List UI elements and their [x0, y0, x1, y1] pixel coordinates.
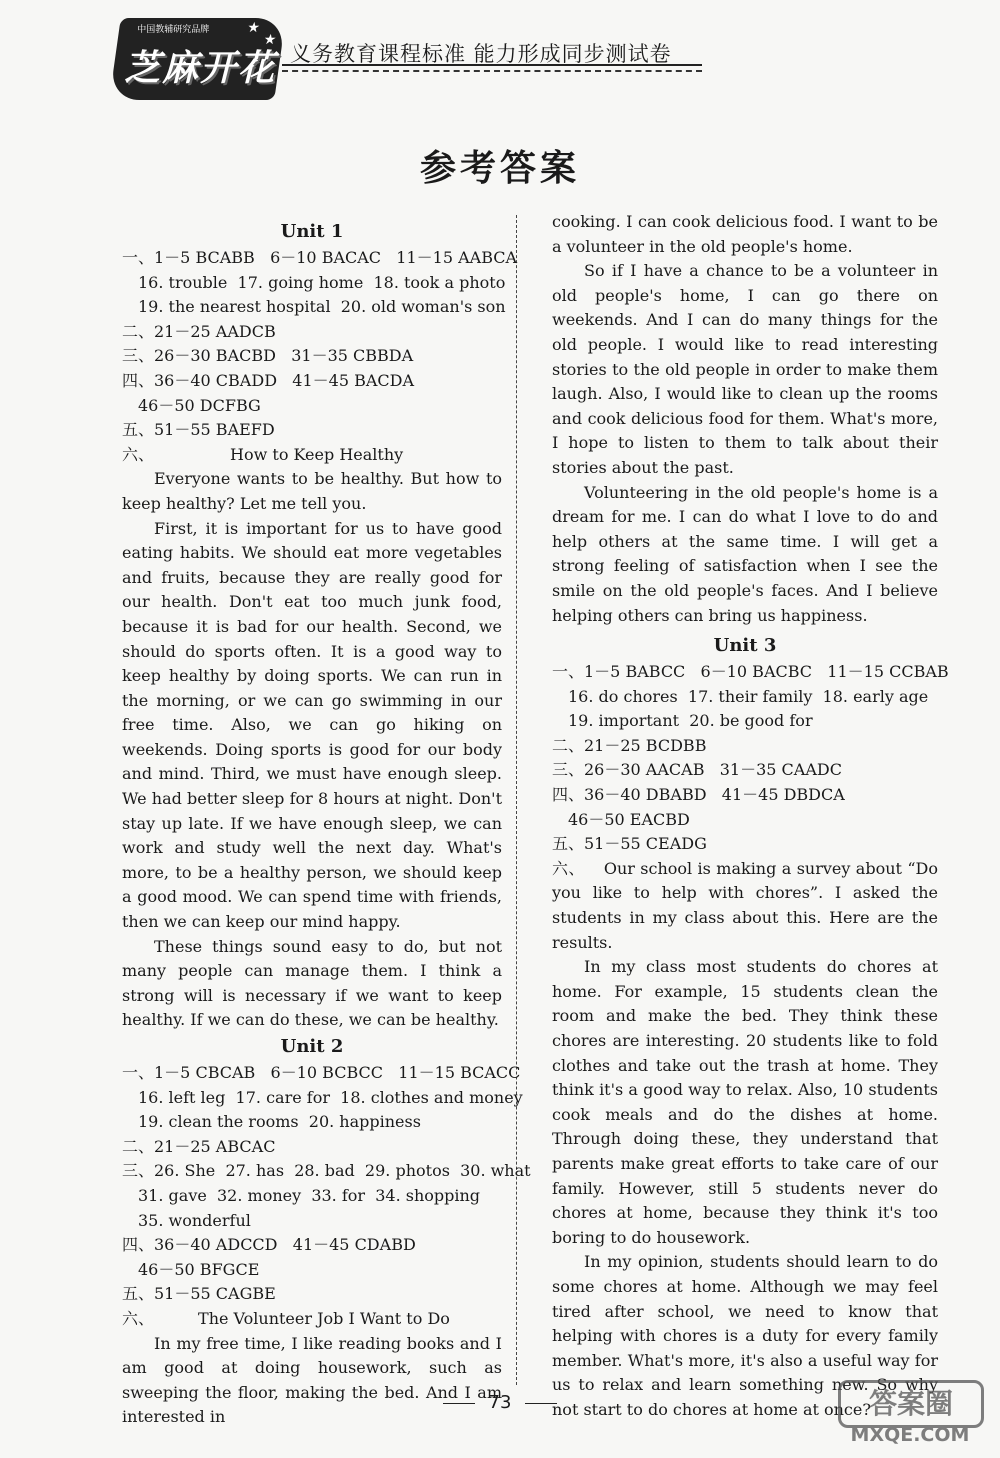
essay-title: How to Keep Healthy [230, 444, 404, 464]
essay-label: 六、 [552, 858, 585, 878]
star-icon: ★ [262, 32, 278, 48]
site-watermark [818, 1380, 988, 1450]
star-icon: ★ [246, 20, 262, 36]
essay-paragraph: In my free time, I like reading books and I am good at doing housework, such as sweeping the floor, making the bed. And I am interested in [122, 1333, 502, 1427]
header-rule [282, 64, 702, 66]
right-column [552, 210, 949, 1423]
logo-small-text: 中国教辅研究品牌 [137, 25, 210, 35]
page-number-text: 73 [488, 1392, 512, 1413]
answer-line: 三、26. She 27. has 28. bad 29. photos 30. what [122, 1161, 531, 1181]
answer-line: 四、36－40 CBADD 41－45 BACDA [122, 370, 415, 390]
page-header [0, 0, 1000, 110]
answer-line: 一、1－5 CBCAB 6－10 BCBCC 11－15 BCACC [122, 1063, 521, 1082]
answer-line: 四、36－40 DBABD 41－45 DBDCA [552, 785, 845, 805]
answer-line: 19. important 20. be good for [568, 711, 813, 731]
essay-paragraph: Everyone wants to be healthy. But how to keep healthy? Let me tell you. [122, 469, 502, 513]
page-title: 参考答案 [419, 148, 580, 189]
essay-paragraph: In my opinion, students should learn to do some chores at home. Although we may feel tired after school, we need to know that helping with chores is a duty for every family member. What's more, it's also a useful way for us to relax and learn something new. So why not start to do chores at home at once? [552, 1252, 938, 1419]
essay-paragraph: Volunteering in the old people's home is a dream for me. I can do what I love to do and help others at the same time. I will get a strong feeling of satisfaction when I see the smile on the old people's faces. And I believe helping others can bring us happiness. [552, 482, 938, 625]
left-column [122, 218, 531, 1430]
answer-line: 二、21－25 ABCAC [122, 1136, 276, 1156]
essay-paragraph-continued: cooking. I can cook delicious food. I want to be a volunteer in the old people's home. [552, 212, 938, 256]
header-rule-dashed [282, 70, 702, 72]
answer-line: 一、1－5 BABCC 6－10 BACBC 11－15 CCBAB [552, 662, 949, 682]
unit-2-heading: Unit 2 [280, 1036, 344, 1057]
watermark-site: MXQE.COM [850, 1424, 970, 1446]
logo-main-text: 芝麻开花 [124, 48, 277, 89]
answer-line: 一、1－5 BCABB 6－10 BACAC 11－15 AABCA [122, 248, 518, 267]
essay-paragraph [552, 857, 938, 955]
answer-line: 三、26－30 BACBD 31－35 CBBDA [122, 346, 414, 366]
essay-title-line [122, 1307, 502, 1332]
answer-line: 16. trouble 17. going home 18. took a photo [138, 272, 506, 292]
answer-line: 五、51－55 BAEFD [122, 420, 275, 440]
series-subtitle: 义务教育课程标准 能力形成同步测试卷 [290, 42, 672, 66]
answer-line: 二、21－25 BCDBB [552, 735, 707, 755]
essay-paragraph: So if I have a chance to be a volunteer in old people's home, I can go there on weekends. And I can do many things for the old people. I would like to read interesting stories to the old people in order to make them laugh. Also, I would like to clean up the rooms and cook delicious food for them. What's more, I hope to listen to them to talk about their stories about the past. [552, 261, 938, 477]
answer-line: 46－50 BFGCE [138, 1259, 260, 1279]
answer-line: 31. gave 32. money 33. for 34. shopping [138, 1185, 481, 1205]
unit-1-heading: Unit 1 [280, 221, 344, 242]
essay-paragraph: In my class most students do chores at home. For example, 15 students clean the room and make the bed. They think these chores are interesting. 20 students like to fold clothes and take out the trash at home. They think it's a good way to relax. Also, 10 students cook meals and do the dishes at home. Through doing these, they understand that parents make great efforts to take care of our family. However, still 5 students never do chores at home, because they think it's too boring to do housework. [552, 957, 938, 1247]
essay-first-text: Our school is making a survey about “Do you like to help with chores”. I asked the students in my class about this. Here are the results. [552, 858, 938, 952]
answer-line: 三、26－30 AACAB 31－35 CAADC [552, 760, 842, 780]
essay-paragraph: These things sound easy to do, but not many people can manage them. I think a strong will is necessary if we want to keep healthy. If we can do these, we can be healthy. [122, 936, 502, 1030]
answer-line: 五、51－55 CEADG [552, 834, 707, 854]
answer-line: 16. do chores 17. their family 18. early age [568, 686, 929, 706]
brand-logo [109, 18, 286, 100]
answer-line: 46－50 EACBD [568, 809, 690, 829]
essay-label: 六、 [122, 444, 155, 464]
answer-line: 五、51－55 CAGBE [122, 1284, 276, 1304]
answer-line: 19. clean the rooms 20. happiness [138, 1112, 421, 1132]
answer-line: 35. wonderful [138, 1210, 251, 1230]
unit-3-heading: Unit 3 [713, 635, 777, 657]
watermark-badge: 答案圈 [838, 1380, 984, 1428]
answer-line: 19. the nearest hospital 20. old woman's son [138, 297, 506, 317]
answer-line: 四、36－40 ADCCD 41－45 CDABD [122, 1235, 416, 1255]
column-divider [516, 215, 517, 1385]
answer-line: 16. left leg 17. care for 18. clothes and money [138, 1087, 523, 1107]
essay-paragraph: First, it is important for us to have good eating habits. We should eat more vegetables and fruits, because they are really good for our health. Don't eat too much junk food, because it is bad for our health. Second, we should do sports often. It is a good way to keep healthy by doing sports. We can run in the morning, or we can go swimming in our free time. Also, we can go hiking on weekends. Doing sports is good for our body and mind. Third, we must have enough sleep. We had better sleep for 8 hours at night. Don't stay up late. If we have enough sleep, we can work and study well the next day. What's more, to be a healthy person, we should keep a good mood. We can spend time with friends, then we can keep our mind happy. [122, 518, 502, 932]
answer-line: 二、21－25 AADCB [122, 321, 276, 341]
essay-title-line [122, 443, 502, 468]
essay-title: The Volunteer Job I Want to Do [198, 1308, 450, 1328]
essay-label: 六、 [122, 1308, 155, 1328]
answer-line: 46－50 DCFBG [138, 395, 261, 415]
